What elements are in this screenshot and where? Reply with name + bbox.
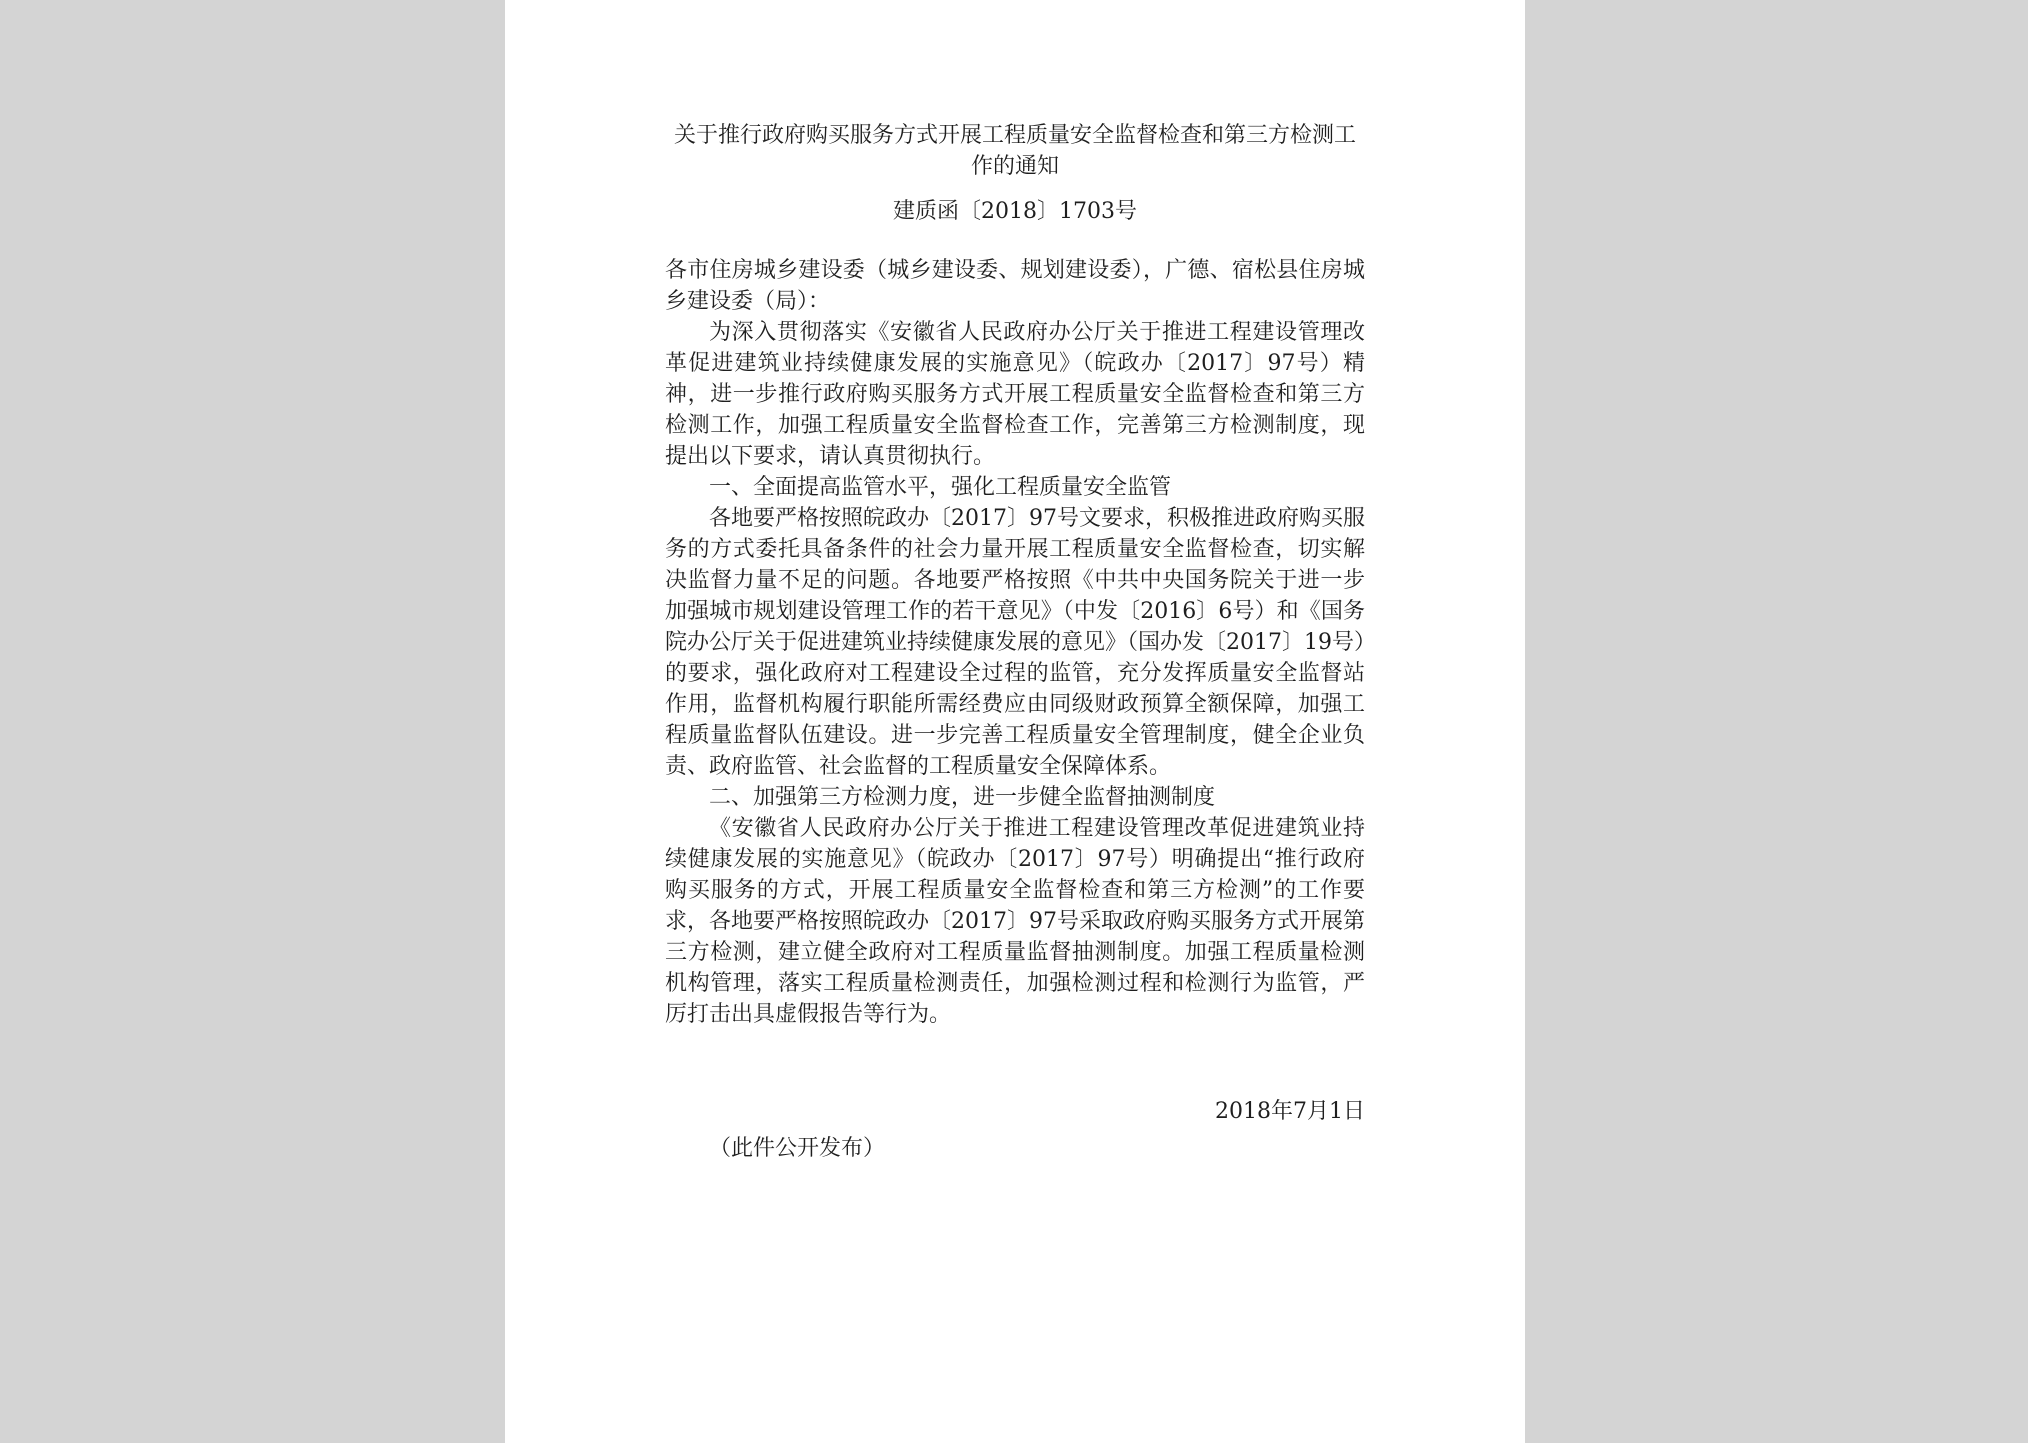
document-page bbox=[505, 0, 1525, 1443]
addressee: 各市住房城乡建设委（城乡建设委、规划建设委），广德、宿松县住房城乡建设委（局）： bbox=[665, 258, 1365, 314]
intro-paragraph: 为深入贯彻落实《安徽省人民政府办公厅关于推进工程建设管理改革促进建筑业持续健康发展的实施意见》（皖政办〔2017〕97号）精神，进一步推行政府购买服务方式开展工程质量安全监督检查和第三方检测工作，加强工程质量安全监督检查工作，完善第三方检测制度，现提出以下要求，请认真贯彻执行。 bbox=[665, 320, 1365, 469]
document-number: 建质函〔2018〕1703号 bbox=[893, 199, 1137, 224]
publish-note: （此件公开发布） bbox=[709, 1136, 886, 1161]
section-2-heading: 二、加强第三方检测力度，进一步健全监督抽测制度 bbox=[709, 785, 1216, 810]
section-2-body: 《安徽省人民政府办公厅关于推进工程建设管理改革促进建筑业持续健康发展的实施意见》（皖政办〔2017〕97号）明确提出“推行政府购买服务的方式，开展工程质量安全监督检查和第三方检测”的工作要求，各地要严格按照皖政办〔2017〕97号采取政府购买服务方式开展第三方检测，建立健全政府对工程质量监督抽测制度。加强工程质量检测机构管理，落实工程质量检测责任，加强检测过程和检测行为监管，严厉打击出具虚假报告等行为。 bbox=[665, 816, 1365, 1027]
section-1-heading: 一、全面提高监管水平，强化工程质量安全监管 bbox=[709, 475, 1172, 500]
document-content bbox=[665, 120, 1365, 1164]
document-title: 关于推行政府购买服务方式开展工程质量安全监督检查和第三方检测工作的通知 bbox=[673, 123, 1356, 179]
section-1-body: 各地要严格按照皖政办〔2017〕97号文要求，积极推进政府购买服务的方式委托具备条件的社会力量开展工程质量安全监督检查，切实解决监督力量不足的问题。各地要严格按照《中共中央国务院关于进一步加强城市规划建设管理工作的若干意见》（中发〔2016〕6号）和《国务院办公厅关于促进建筑业持续健康发展的意见》（国办发〔2017〕19号）的要求，强化政府对工程建设全过程的监管，充分发挥质量安全监督站作用，监督机构履行职能所需经费应由同级财政预算全额保障，加强工程质量监督队伍建设。进一步完善工程质量安全管理制度，健全企业负责、政府监管、社会监督的工程质量安全保障体系。 bbox=[665, 506, 1365, 779]
document-date: 2018年7月1日 bbox=[1215, 1099, 1365, 1124]
